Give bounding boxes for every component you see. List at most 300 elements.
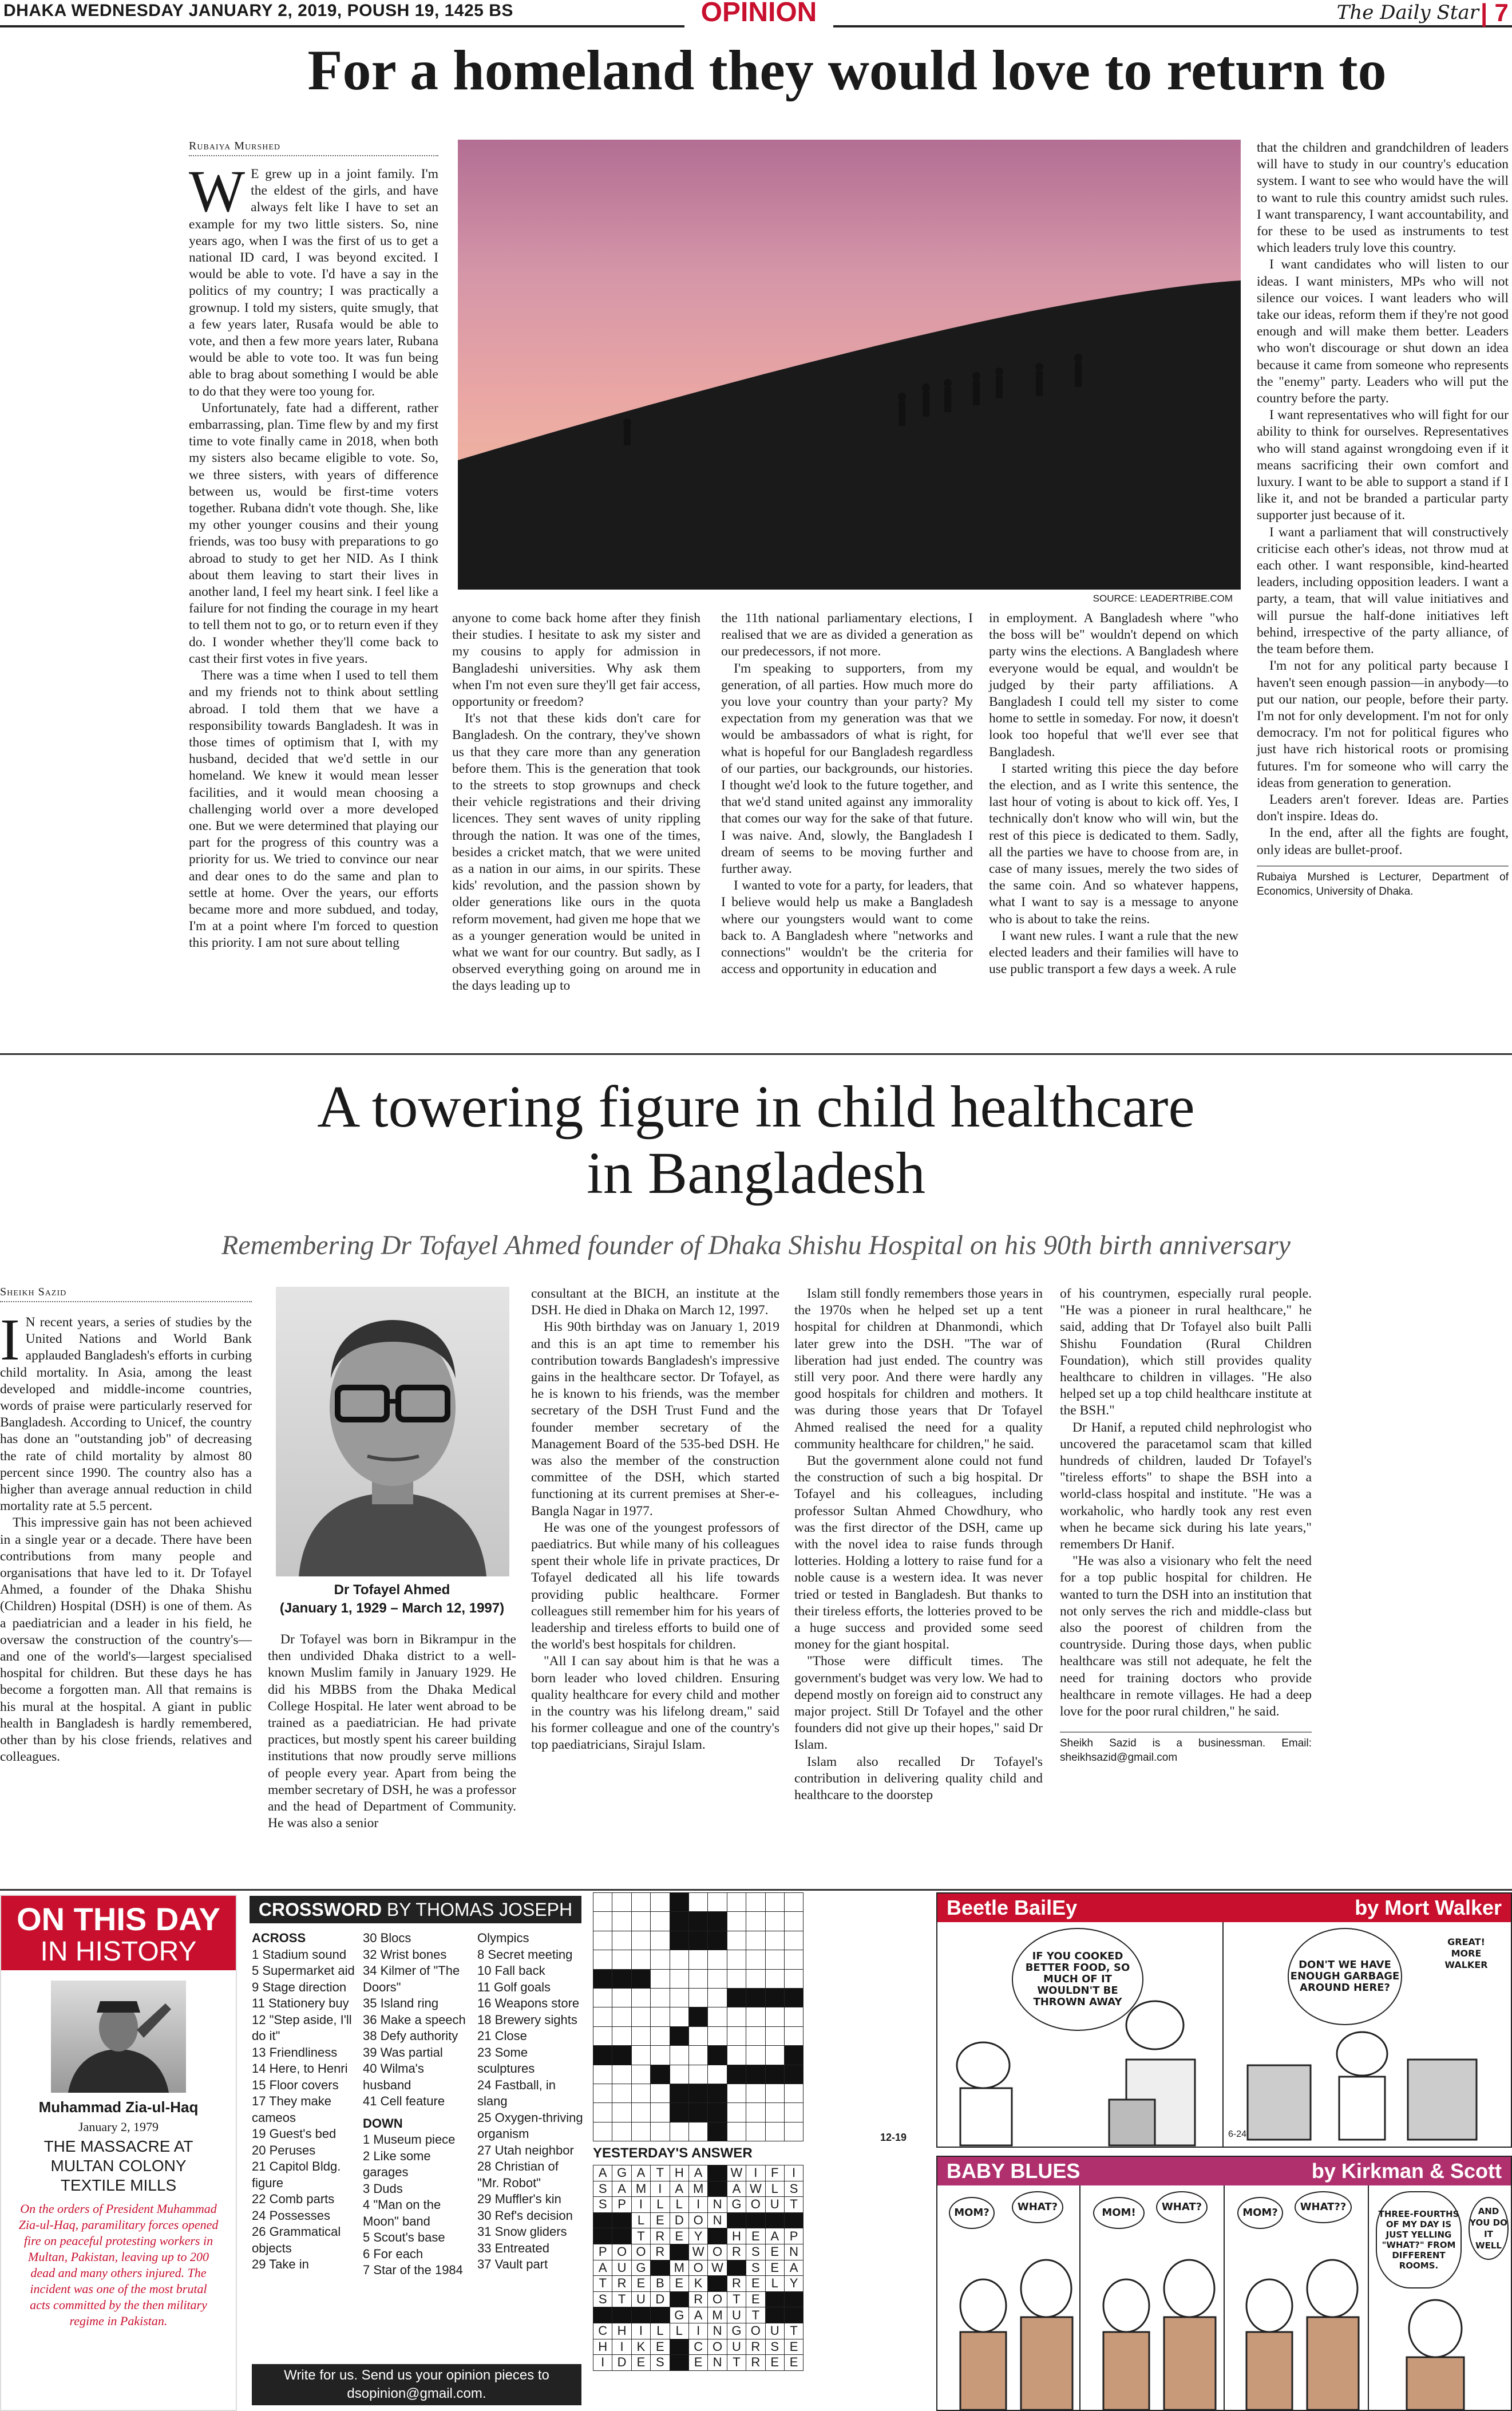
answer-cell: N <box>708 2355 727 2371</box>
answer-cell: E <box>631 2276 650 2292</box>
crossword-clues-col3 <box>477 1930 584 2273</box>
answer-cell: T <box>612 2291 631 2307</box>
crossword-clue: 26 Grammatical objects <box>252 2224 341 2255</box>
comic2-bubble: WHAT? <box>1012 2191 1063 2223</box>
crossword-clue: 5 Scout's base <box>363 2230 445 2244</box>
comic2-bubble: AND YOU DO IT WELL <box>1469 2197 1509 2260</box>
crossword-cell <box>784 2065 803 2084</box>
answer-cell: P <box>612 2197 631 2213</box>
comic2-panel1 <box>937 2185 1080 2410</box>
crossword-cell <box>612 2122 631 2141</box>
answer-cell: S <box>746 2260 765 2276</box>
answer-cell: S <box>651 2355 670 2371</box>
answer-cell <box>631 2307 650 2323</box>
answer-cell <box>765 2307 784 2323</box>
answer-cell <box>727 2212 746 2228</box>
crossword-cell <box>651 1931 670 1950</box>
answer-cell: S <box>593 2181 612 2197</box>
answer-cell: L <box>651 2323 670 2339</box>
crossword-clue: Olympics <box>477 1931 529 1945</box>
page-number-value: 7 <box>1494 0 1509 27</box>
answer-cell <box>784 2307 803 2323</box>
answer-cell: E <box>765 2244 784 2260</box>
crossword-cell <box>612 1950 631 1969</box>
clue-list <box>252 1947 361 2273</box>
answer-cell <box>708 2181 727 2197</box>
crossword-cell <box>593 1988 612 2007</box>
photo-source: SOURCE: LEADERTRIBE.COM <box>1093 593 1233 604</box>
zia-photo <box>51 1981 186 2093</box>
crossword-cell <box>746 2122 765 2141</box>
article2-paragraph: His 90th birthday was on January 1, 2019 and this is an apt time to remember his contribution towards Bangladesh's impressive gains in the healthcare sector. Dr Tofayel, as he is known to his friends, was the member secretary of the DSH Trust Fund and the founder member secretary of the Management Board of the 535-bed DSH. He was also the member of the construction committee of the DSH, which started functioning at its current premises at Sher-e-Bangla Nagar in 1977. <box>531 1319 779 1519</box>
crossword-cell <box>708 2065 727 2084</box>
crossword-cell <box>670 1912 688 1931</box>
answer-cell: U <box>631 2291 650 2307</box>
crossword-cell <box>784 2046 803 2065</box>
crossword-clue: 7 Star of the 1984 <box>363 2263 463 2277</box>
crossword-cell <box>746 2007 765 2026</box>
crossword-cell <box>631 1893 650 1912</box>
answer-cell: N <box>708 2323 727 2339</box>
answer-cell: I <box>593 2355 612 2371</box>
crossword-clue: 2 Like some garages <box>363 2148 431 2179</box>
crossword-cell <box>593 2046 612 2065</box>
crossword-cell <box>631 1988 650 2007</box>
answer-cell: U <box>765 2323 784 2339</box>
answer-cell: R <box>612 2276 631 2292</box>
on-this-day-content <box>1 2098 236 2333</box>
answer-cell: I <box>631 2197 650 2213</box>
article2-column-2 <box>268 1631 516 1832</box>
comic2-panels <box>937 2185 1511 2410</box>
article1-paragraph: There was a time when I used to tell them and my friends not to think about settling abroad. I told them that we have a responsibility towards Bangladesh. It was in those times of optimism that I, with my husband, decided that we'd settle in our homeland. We knew it would mean lesser facilities, and it would mean choosing a challenging world over a more developed one. But we were determined that playing our part for the progress of this country was a priority for us. We tried to convince our near and dear ones to do the same and plan to settle at home. Over the years, our efforts became more and more subdued, and today, I'm at a point where I'm forced to question this priority. I am not sure about telling <box>189 668 438 951</box>
answer-cell <box>708 2228 727 2244</box>
crossword-cell <box>727 2103 746 2122</box>
crossword-grid <box>593 1892 804 2141</box>
crossword-cell <box>670 1950 688 1969</box>
crossword-clue: 3 Duds <box>363 2181 403 2196</box>
answer-cell: T <box>727 2355 746 2371</box>
article1-paragraph: Unfortunately, fate had a different, rather embarrassing, plan. Time flew by and my first time to vote finally came in 2018, when both my sisters also became eligible to vote. So, we three sisters, with years of difference between us, would be first-time voters together. Rubana didn't vote though. She, like my other younger cousins and their young friends, was too busy with preparations to go abroad to study to get her NID. As I think about them leaving to start their lives in another land, I feel my heart sink. I feel like a failure for not finding the courage in my heart to tell them not to go, or to return even if they do. I wonder whether they'll come back to cast their first votes in five years. <box>189 400 438 666</box>
crossword-cell <box>670 1969 688 1988</box>
crossword-cell <box>746 1969 765 1988</box>
comic2-bubble: WHAT? <box>1156 2191 1208 2223</box>
crossword-cell <box>593 2065 612 2084</box>
crossword-cell <box>612 1969 631 1988</box>
answer-cell <box>784 2291 803 2307</box>
answer-cell <box>784 2212 803 2228</box>
crossword-cell <box>670 2122 688 2141</box>
portrait-photo <box>276 1287 509 1576</box>
crossword-cell <box>670 1931 688 1950</box>
article1-headline: For a homeland they would love to return to <box>307 38 1387 102</box>
answer-cell: I <box>746 2165 765 2181</box>
crossword-cell <box>765 2103 784 2122</box>
answer-cell: L <box>631 2212 650 2228</box>
article2-column-4 <box>794 1286 1043 1804</box>
answer-cell: I <box>612 2339 631 2355</box>
crossword-cell <box>784 2084 803 2102</box>
trash-cans-drawing <box>1225 1922 1511 2147</box>
answer-cell: N <box>708 2212 727 2228</box>
on-this-day-date: January 2, 1979 <box>78 2120 159 2134</box>
crossword-cell <box>708 2046 727 2065</box>
answer-cell: I <box>688 2323 707 2339</box>
crossword-cell <box>765 2046 784 2065</box>
answer-cell: E <box>746 2291 765 2307</box>
crossword-cell <box>612 1893 631 1912</box>
answer-cell: G <box>727 2197 746 2213</box>
article2-paragraph: of his countrymen, especially rural people. "He was a pioneer in rural healthcare," he said, adding that Dr Tofayel also built Palli Shishu Foundation (Rural Children Foundation), which still provides quality healthcare to children in villages. "He also helped set up a top child healthcare institute at the BSH." <box>1060 1286 1312 1418</box>
answer-cell: M <box>670 2260 688 2276</box>
clue-list <box>363 1930 472 2110</box>
comic1-bubble2: DON'T WE HAVE ENOUGH GARBAGE AROUND HERE? <box>1288 1928 1402 2025</box>
article2-paragraph: Dr Hanif, a reputed child nephrologist who uncovered the paracetamol scam that killed hundreds of children, lauded Dr Tofayel's "tireless efforts" to shape the BSH into a world-class hospital and institute. "He was a workaholic, who hardly took any rest even when he became sick during his late years," remembers Dr Hanif. <box>1060 1420 1312 1552</box>
article2-headline-line1: A towering figure in child healthcare <box>317 1074 1195 1140</box>
comic1-title: Beetle BailEy <box>947 1896 1078 1919</box>
on-this-day-description: On the orders of President Muhammad Zia-ul-Haq, paramilitary forces opened fire on peaceful protesting workers in Multan, Pakistan, leaving up to 200 dead and many others injured. The incident was one of the most brutal acts committed by the then military regime in Pakistan. <box>18 2201 219 2328</box>
answer-cell <box>612 2212 631 2228</box>
crossword-cell <box>612 1988 631 2007</box>
crossword-cell <box>708 2122 727 2141</box>
answer-cell: H <box>727 2228 746 2244</box>
crossword-title: CROSSWORD <box>258 1899 382 1920</box>
crossword-cell <box>612 2026 631 2045</box>
answer-cell: T <box>631 2228 650 2244</box>
crossword-clue: 23 Some sculptures <box>477 2045 535 2076</box>
answer-cell: E <box>631 2355 650 2371</box>
crossword-cell <box>631 2103 650 2122</box>
article1-paragraph: I want a parliament that will constructively criticise each other's ideas, not throw mud at each other. I want responsible, kind-hearted leaders, including opposition leaders. I want a party, a team, that will value initiatives and will pursue the half-done initiatives left behind, irrespective of the party alliance, of the team before them. <box>1257 524 1509 657</box>
answer-cell: R <box>651 2244 670 2260</box>
article2-paragraph: N recent years, a series of studies by the United Nations and World Bank applauded Bangladesh's efforts in curbing child mortality. In Asia, among the least developed and middle-income countries, words of praise were particularly reserved for Bangladesh. According to Unicef, the country has done an "outstanding job" of decreasing the rate of child mortality by almost 80 percent since 1990. The country also has a higher than average annual reduction in child mortality rate at 5.5 percent. <box>0 1315 252 1514</box>
answer-cell <box>612 2307 631 2323</box>
crossword-clues-col2 <box>363 1930 472 2279</box>
crossword-cell <box>688 2046 707 2065</box>
crossword-cell <box>688 2122 707 2141</box>
article2-column-3 <box>531 1286 779 1754</box>
crossword-cell <box>688 1988 707 2007</box>
crossword-clue: 5 Supermarket aid <box>252 1963 355 1978</box>
answer-cell: T <box>593 2276 612 2292</box>
section-divider <box>0 1889 1512 1891</box>
on-this-day-title: ON THIS DAY <box>17 1901 220 1937</box>
crossword-clue: 1 Stadium sound <box>252 1947 347 1962</box>
answer-cell: C <box>688 2339 707 2355</box>
answer-cell: T <box>651 2165 670 2181</box>
crossword-cell <box>784 2122 803 2141</box>
crossword-cell <box>631 2084 650 2102</box>
answer-cell: R <box>651 2228 670 2244</box>
crossword-cell <box>631 2046 650 2065</box>
article2-paragraph: "Those were difficult times. The government's budget was very low. We had to depend mostly on foreign aid to construct any major project. Still Dr Tofayel and the other founders did not give up their hopes," said Dr Islam. <box>794 1654 1043 1753</box>
crossword-cell <box>746 2084 765 2102</box>
article1-byline: Rubaiya Murshed <box>189 140 438 156</box>
crossword-cell <box>765 2122 784 2141</box>
comic1-panel1 <box>937 1922 1224 2147</box>
section-label: OPINION <box>684 0 833 28</box>
answer-cell: A <box>593 2165 612 2181</box>
answer-cell: N <box>784 2244 803 2260</box>
section-divider <box>0 1053 1512 1055</box>
crossword-cell <box>593 2122 612 2141</box>
crossword-cell <box>784 1988 803 2007</box>
crossword-cell <box>784 1950 803 1969</box>
crossword-cell <box>593 2103 612 2122</box>
comic1-panels <box>937 1922 1511 2147</box>
crossword-clue: 20 Peruses <box>252 2143 316 2157</box>
answer-cell <box>670 2355 688 2371</box>
crossword-cell <box>727 2122 746 2141</box>
crossword-cell <box>593 2084 612 2102</box>
answer-cell: W <box>727 2165 746 2181</box>
crossword-cell <box>670 2103 688 2122</box>
answer-cell <box>670 2244 688 2260</box>
comic2-panel4 <box>1370 2185 1512 2410</box>
crossword-cell <box>765 1931 784 1950</box>
crossword-clue: 1 Museum piece <box>363 2132 456 2147</box>
article2-subhead: Remembering Dr Tofayel Ahmed founder of Dhaka Shishu Hospital on his 90th birth anniversary <box>221 1230 1291 1260</box>
crossword-cell <box>631 2026 650 2045</box>
article1-dropcap: W <box>189 159 246 224</box>
crossword-cell <box>746 2103 765 2122</box>
on-this-day-header <box>1 1896 236 1970</box>
crossword-cell <box>765 1988 784 2007</box>
answer-grid <box>593 2165 804 2371</box>
article2-paragraph: He was one of the youngest professors of paediatrics. But while many of his colleagues spent their whole life in private practices, Dr Tofayel dedicated all his life towards providing public healthcare. Former colleagues still remember him for his years of leadership and tireless efforts to build one of the world's best hospitals for children. <box>531 1520 779 1653</box>
comic1-panel2 <box>1225 1922 1511 2147</box>
answer-cell: R <box>688 2291 707 2307</box>
crossword-clue: 9 Stage direction <box>252 1979 347 1994</box>
article2-column-1 <box>0 1307 252 1765</box>
portrait-image <box>276 1287 509 1576</box>
answer-cell: N <box>708 2197 727 2213</box>
crossword-clue: 17 They make cameos <box>252 2094 332 2125</box>
crossword-cell <box>670 2007 688 2026</box>
comic2-bubble: WHAT?? <box>1295 2191 1352 2223</box>
answer-cell: R <box>727 2276 746 2292</box>
crossword-cell <box>670 1988 688 2007</box>
crossword-cell <box>784 2026 803 2045</box>
beetle-bailey-comic <box>936 1892 1512 2148</box>
crossword-cell <box>651 1912 670 1931</box>
answer-cell <box>593 2228 612 2244</box>
crossword-cell <box>593 1931 612 1950</box>
footer-email[interactable]: dsopinion@gmail.com. <box>347 2386 486 2401</box>
crossword-clue: 25 Oxygen-thriving organism <box>477 2110 583 2141</box>
answer-cell: E <box>651 2212 670 2228</box>
answer-cell: S <box>765 2339 784 2355</box>
answer-cell: L <box>765 2276 784 2292</box>
answer-cell: R <box>727 2244 746 2260</box>
answer-cell: W <box>746 2181 765 2197</box>
crossword-header <box>250 1896 581 1923</box>
crossword-cell <box>765 2007 784 2026</box>
answer-cell: E <box>765 2260 784 2276</box>
caption-dates: (January 1, 1929 – March 12, 1997) <box>279 1600 505 1616</box>
crossword-clue: 38 Defy authority <box>363 2029 458 2043</box>
crossword-cell <box>746 1893 765 1912</box>
article1-paragraph: E grew up in a joint family. I'm the eldest of the girls, and have always felt like I have to set an example for my two little sisters. So, nine years ago, when I was the first of us to get a national ID card, I was beyond excited. I would be able to vote. I'd have a say in the politics of my country; I was practically a grownup. I told my sisters, quite smugly, that a few years later, Rusafa would be able to vote, and then a few more years later, Rubana would be able to vote too. It was fun being able to brag about something I would be able to do that they were too young for. <box>189 167 438 399</box>
caption-name: Dr Tofayel Ahmed <box>334 1582 450 1598</box>
answer-cell: M <box>631 2181 650 2197</box>
crossword-cell <box>765 2065 784 2084</box>
sunset-photo <box>458 140 1241 590</box>
crossword-cell <box>784 2007 803 2026</box>
comic2-header <box>937 2157 1511 2185</box>
comic2-panel2 <box>1082 2185 1225 2410</box>
article1-author-note: Rubaiya Murshed is Lecturer, Department of Economics, University of Dhaka. <box>1257 865 1509 899</box>
crossword-cell <box>593 1969 612 1988</box>
crossword-clue: 21 Capitol Bldg. figure <box>252 2159 341 2190</box>
answer-cell: O <box>708 2339 727 2355</box>
answer-cell: W <box>688 2244 707 2260</box>
comic2-bubble: MOM? <box>949 2197 995 2229</box>
newspaper-logo: The Daily Star <box>1336 1 1479 24</box>
crossword-clue: 30 Ref's decision <box>477 2208 573 2223</box>
article1-paragraph: In the end, after all the fights are fought, only ideas are bullet-proof. <box>1257 825 1509 857</box>
crossword-clue: 11 Golf goals <box>477 1979 551 1994</box>
crossword-cell <box>746 1988 765 2007</box>
crossword-cell <box>651 2122 670 2141</box>
comic1-header <box>937 1894 1511 1922</box>
crossword-cell <box>708 1950 727 1969</box>
article1-column-1 <box>189 159 438 952</box>
crossword-cell <box>670 2084 688 2102</box>
answer-cell: U <box>612 2260 631 2276</box>
answer-cell: K <box>688 2276 707 2292</box>
answer-cell: E <box>670 2276 688 2292</box>
crossword-clue: 28 Christian of "Mr. Robot" <box>477 2159 559 2190</box>
crossword-cell <box>765 1969 784 1988</box>
crossword-clue: 15 Floor covers <box>252 2077 339 2092</box>
crossword-cell <box>688 1931 707 1950</box>
article2-byline: Sheikh Sazid <box>0 1286 252 1302</box>
article2-paragraph: This impressive gain has not been achieved in a single year or a decade. There have been contributions from many people and organisations that have led to it. Dr Tofayel Ahmed, a founder of the Dhaka Shishu (Children) Hospital (DSH) is one of them. As a paediatrician and a leader in his field, he oversaw the construction of the country's—and one of the world's—largest specialised hospital for children. But these days he has become a forgotten man. All that remains is his mural at the hospital. A giant in public health in Bangladesh is hardly remembered, other than by his close friends, relatives and colleagues. <box>0 1515 252 1765</box>
answer-cell: Y <box>688 2228 707 2244</box>
answer-cell: A <box>784 2260 803 2276</box>
crossword-cell <box>727 1931 746 1950</box>
answer-cell: S <box>746 2244 765 2260</box>
answer-cell: E <box>688 2355 707 2371</box>
crossword-cell <box>784 1931 803 1950</box>
crossword-cell <box>708 1893 727 1912</box>
crossword-cell <box>765 1893 784 1912</box>
answer-cell: A <box>765 2228 784 2244</box>
comic1-author: by Mort Walker <box>1355 1896 1502 1919</box>
crossword-clue: 8 Secret meeting <box>477 1947 573 1962</box>
answer-label: YESTERDAY'S ANSWER <box>593 2145 753 2161</box>
answer-cell: A <box>688 2165 707 2181</box>
article2-paragraph: Islam also recalled Dr Tofayel's contribution in delivering quality child and healthcare to the doorstep <box>794 1754 1043 1803</box>
article2-headline <box>0 1074 1512 1207</box>
footer-line1: Write for us. Send us your opinion pieces to <box>284 2367 549 2383</box>
crossword-cell <box>784 1969 803 1988</box>
answer-cell: E <box>784 2355 803 2371</box>
answer-cell <box>670 2339 688 2355</box>
answer-cell: O <box>708 2291 727 2307</box>
crossword-cell <box>651 1988 670 2007</box>
crossword-cell <box>688 1912 707 1931</box>
answer-cell: E <box>746 2276 765 2292</box>
crossword-cell <box>631 2122 650 2141</box>
article1-paragraph: the 11th national parliamentary elections, I realised that we are as divided a generation as our predecessors, if not more. <box>721 611 973 659</box>
crossword-cell <box>651 1969 670 1988</box>
crossword-clue: 13 Friendliness <box>252 2045 338 2060</box>
crossword-cell <box>651 2026 670 2045</box>
answer-cell: O <box>746 2323 765 2339</box>
answer-cell: R <box>746 2339 765 2355</box>
on-this-day-name: Muhammad Zia-ul-Haq <box>38 2098 199 2116</box>
crossword-cell <box>727 2065 746 2084</box>
crossword-cell <box>727 2007 746 2026</box>
crossword-clue: 27 Utah neighbor <box>477 2143 574 2157</box>
crossword-cell <box>593 1893 612 1912</box>
article2-headline-line2: in Bangladesh <box>586 1140 926 1206</box>
crossword-clue: 30 Blocs <box>363 1931 411 1945</box>
crossword-cell <box>765 2084 784 2102</box>
answer-cell: D <box>612 2355 631 2371</box>
crossword-cell <box>727 2046 746 2065</box>
crossword-clue: 31 Snow gliders <box>477 2224 567 2239</box>
clue-list <box>363 2132 472 2279</box>
crossword-cell <box>593 1950 612 1969</box>
crossword-clue: 18 Brewery sights <box>477 2012 577 2027</box>
article1-column-5 <box>1257 140 1509 899</box>
crossword-cell <box>784 2103 803 2122</box>
cook-drawing <box>937 1922 1224 2147</box>
answer-cell: A <box>727 2181 746 2197</box>
article2-author-note: Sheikh Sazid is a businessman. Email: sheikhsazid@gmail.com <box>1060 1732 1312 1765</box>
article1-paragraph: Leaders aren't forever. Ideas are. Parties don't inspire. Ideas do. <box>1257 792 1509 824</box>
masthead <box>0 0 1512 27</box>
answer-cell: E <box>765 2355 784 2371</box>
answer-cell: G <box>670 2307 688 2323</box>
article2-column-5 <box>1060 1286 1312 1765</box>
article2-paragraph: "He was also a visionary who felt the need for a top public hospital for children. He wanted to turn the DSH into an institution that not only serves the rich and middle-class but also the poorest of children from the countryside. During those days, when public healthcare was still not adequate, he felt the need for training doctors who provide healthcare in remote villages. He had a deep love for the poor rural children," he said. <box>1060 1554 1312 1720</box>
comic1-bubble3: GREAT! MORE WALKER <box>1432 1928 1501 1979</box>
answer-cell <box>708 2165 727 2181</box>
crossword-cell <box>746 2026 765 2045</box>
crossword-cell <box>651 2007 670 2026</box>
answer-cell: O <box>746 2197 765 2213</box>
crossword-cell <box>688 1950 707 1969</box>
answer-cell: O <box>631 2244 650 2260</box>
article1-column-3 <box>721 610 973 978</box>
crossword-cell <box>631 1931 650 1950</box>
crossword-clue: 33 Entreated <box>477 2240 549 2255</box>
answer-cell: T <box>727 2291 746 2307</box>
crossword-cell <box>688 1969 707 1988</box>
article1-paragraph: It's not that these kids don't care for Bangladesh. On the contrary, they've shown us that they care more than any generation before them. This is the generation that took to the streets to stop grownups and check their vehicle registrations and their driving licences. They sent waves of unity rippling through the nation. It was one of the times, besides a cricket match, that we were united as a nation in our aims, in our spirits. These kids' revolution, and the passion shown by older generations like ours in the quota reform movement, had given me hope that we as a younger generation would be united in what we want for our country. But sadly, as I observed everything going on around me in the days leading up to <box>452 711 700 994</box>
answer-cell: S <box>784 2181 803 2197</box>
answer-cell: R <box>746 2355 765 2371</box>
crossword-grid-table <box>593 1892 804 2141</box>
comic2-bubble: MOM? <box>1237 2197 1283 2229</box>
answer-cell: H <box>593 2339 612 2355</box>
crossword-clue: 24 Possesses <box>252 2208 330 2223</box>
crossword-cell <box>651 1950 670 1969</box>
crossword-clue: 14 Here, to Henri <box>252 2061 348 2076</box>
crossword-cell <box>765 2026 784 2045</box>
answer-cell <box>651 2307 670 2323</box>
answer-cell: O <box>688 2260 707 2276</box>
article1-paragraph: I'm speaking to supporters, from my generation, of all parties. How much more do you love your country than your party? My expectation from my generation was that we would be ambassadors of what is right, for what is hopeful for our Bangladesh regardless of our parties, our backgrounds, our histories. I thought we'd look to the future together, and that we'd stand united against any immorality that comes our way for the sake of that future. I was naive. And, slowly, the Bangladesh I dream of seems to be moving further and further away. <box>721 661 973 877</box>
article2-paragraph: But the government alone could not fund the construction of such a big hospital. Dr Tofayel and his colleagues, including professor Sultan Ahmed Chowdhury, who was the first director of the DSH, came up with the novel idea to raise funds through lotteries. Holding a lottery to raise fund for a noble cause is a western idea. It was never tried or tested in Bangladesh. But thanks to their tireless efforts, the lotteries proved to be a huge success and provided some seed money for the giant hospital. <box>794 1453 1043 1653</box>
answer-cell: T <box>784 2197 803 2213</box>
crossword-cell <box>727 1969 746 1988</box>
comic2-bubble: MOM! <box>1093 2197 1145 2229</box>
